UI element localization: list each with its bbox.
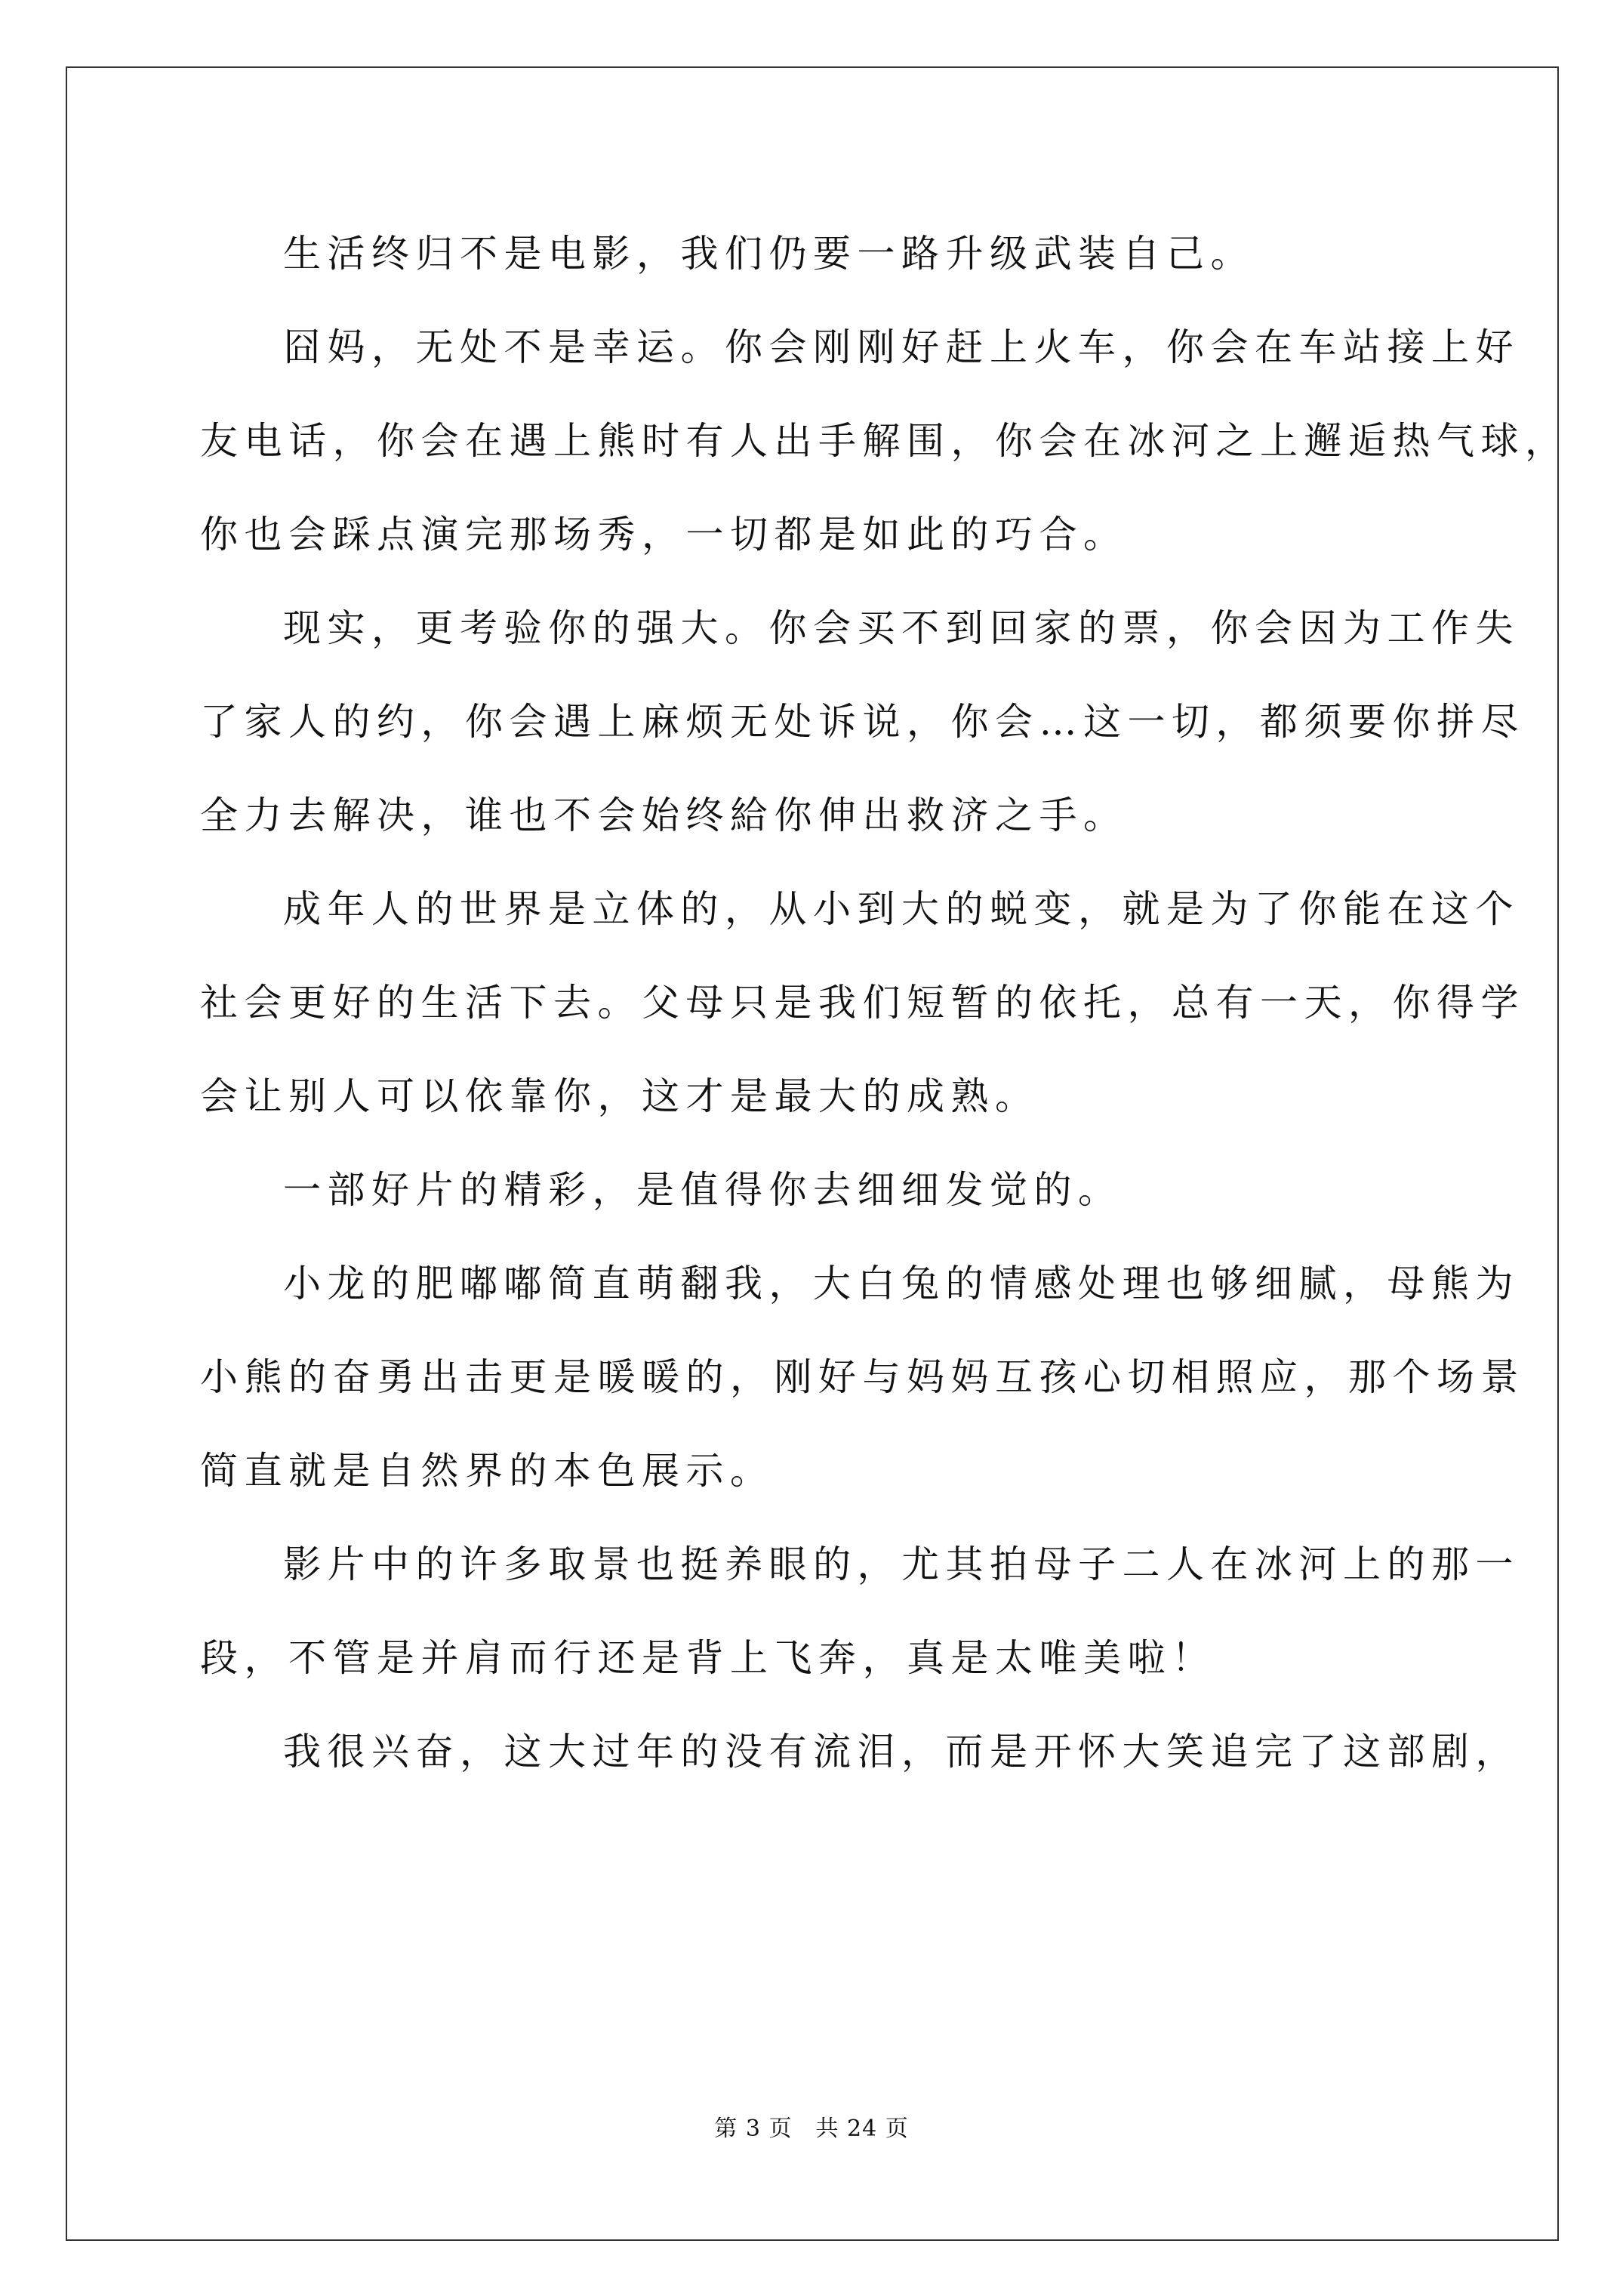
text-line: 友电话，你会在遇上熊时有人出手解围，你会在冰河之上邂逅热气球， <box>200 419 1569 463</box>
text-line: 我很兴奋，这大过年的没有流泪，而是开怀大笑追完了这部剧， <box>283 1730 1520 1774</box>
text-line: 简直就是自然界的本色展示。 <box>200 1449 775 1493</box>
text-line: 社会更好的生活下去。父母只是我们短暂的依托，总有一天，你得学 <box>200 981 1525 1025</box>
text-line: 段，不管是并肩而行还是背上飞奔，真是太唯美啦！ <box>200 1636 1216 1680</box>
text-line: 全力去解决，谁也不会始终給你伸出救济之手。 <box>200 794 1128 837</box>
page-border <box>66 66 1559 2241</box>
text-line: 一部好片的精彩，是值得你去细细发觉的。 <box>283 1168 1123 1212</box>
page-footer: 第 3 页 共 24 页 <box>714 2116 909 2142</box>
text-line: 成年人的世界是立体的，从小到大的蜕变，就是为了你能在这个 <box>283 887 1520 931</box>
text-line: 小龙的肥嘟嘟简直萌翻我，大白兔的情感处理也够细腻，母熊为 <box>283 1262 1520 1305</box>
text-line: 现实，更考验你的强大。你会买不到回家的票，你会因为工作失 <box>283 606 1520 650</box>
text-line: 小熊的奋勇出击更是暖暖的，刚好与妈妈互孩心切相照应，那个场景 <box>200 1355 1525 1399</box>
text-line: 囧妈，无处不是幸运。你会刚刚好赶上火车，你会在车站接上好 <box>283 325 1520 369</box>
text-line: 会让别人可以依靠你，这才是最大的成熟。 <box>200 1074 1039 1118</box>
text-line: 了家人的约，你会遇上麻烦无处诉说，你会…这一切，都须要你拼尽 <box>200 700 1525 744</box>
text-line: 影片中的许多取景也挺养眼的，尤其拍母子二人在冰河上的那一 <box>283 1542 1520 1586</box>
text-line: 你也会踩点演完那场秀，一切都是如此的巧合。 <box>200 513 1128 556</box>
text-line: 生活终归不是电影，我们仍要一路升级武装自己。 <box>283 232 1255 276</box>
